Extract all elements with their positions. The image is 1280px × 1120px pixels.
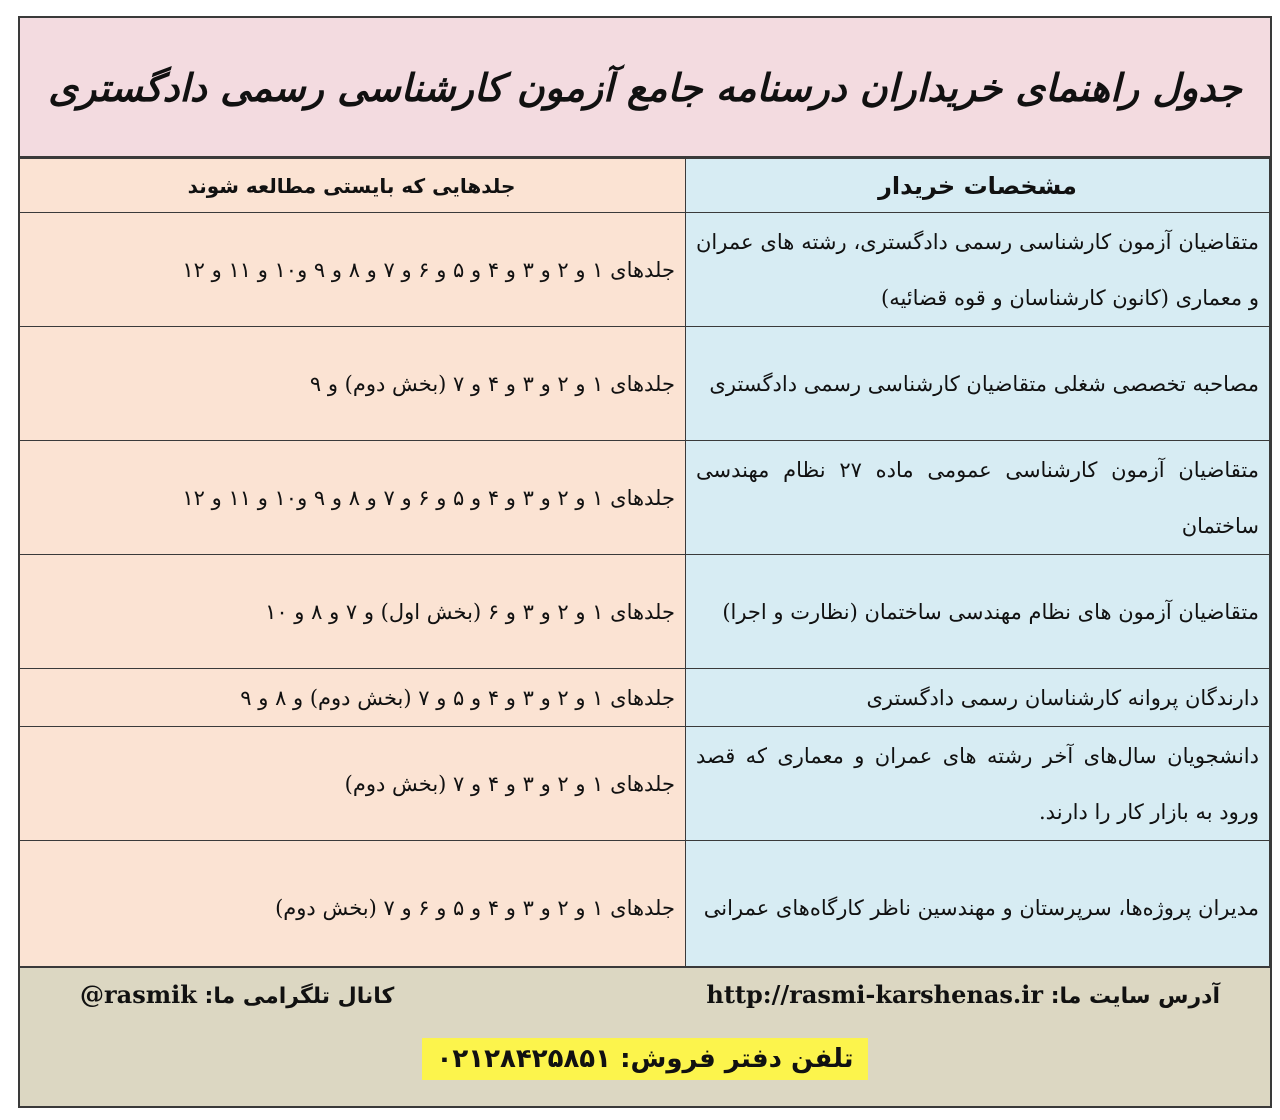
telegram-handle[interactable]: @rasmik [80,980,197,1009]
table-header-row [18,159,1270,213]
buyer-cell: متقاضیان آزمون کارشناسی رسمی دادگستری، رشته های عمران و معماری (کانون کارشناسان و قوه قضائیه) [686,213,1270,327]
buyer-cell: متقاضیان آزمون های نظام مهندسی ساختمان (نظارت و اجرا) [686,555,1270,669]
telegram-label: کانال تلگرامی ما: [204,984,395,1009]
phone-number[interactable]: ۰۲۱۲۸۴۲۵۸۵۱ [436,1044,612,1074]
title-band [20,18,1270,158]
volumes-cell: جلدهای ۱ و ۲ و ۳ و ۴ و ۵ و ۷ (بخش دوم) و ۸ و ۹ [18,669,686,727]
telegram-channel [80,980,394,1009]
contact-footer [20,966,1270,1106]
volumes-cell: جلدهای ۱ و ۲ و ۳ و ۴ و ۵ و ۶ و ۷ و ۸ و ۹ و۱۰ و ۱۱ و ۱۲ [18,441,686,555]
header-volumes: جلدهایی که بایستی مطالعه شوند [18,159,686,213]
table-row [18,327,1270,441]
table-row [18,213,1270,327]
volumes-cell: جلدهای ۱ و ۲ و ۳ و ۴ و ۵ و ۶ و ۷ و ۸ و ۹ و۱۰ و ۱۱ و ۱۲ [18,213,686,327]
table-row [18,841,1270,975]
volumes-cell: جلدهای ۱ و ۲ و ۳ و ۴ و ۵ و ۶ و ۷ (بخش دوم) [18,841,686,975]
volumes-cell: جلدهای ۱ و ۲ و ۳ و ۶ (بخش اول) و ۷ و ۸ و ۱۰ [18,555,686,669]
sales-phone [422,1038,867,1080]
buyer-cell: دارندگان پروانه کارشناسان رسمی دادگستری [686,669,1270,727]
buyer-cell: مدیران پروژه‌ها، سرپرستان و مهندسین ناظر کارگاه‌های عمرانی [686,841,1270,975]
buyers-guide-table [18,158,1270,975]
buyer-cell: مصاحبه تخصصی شغلی متقاضیان کارشناسی رسمی دادگستری [686,327,1270,441]
phone-label: تلفن دفتر فروش: [620,1044,854,1074]
website-label: آدرس سایت ما: [1050,984,1220,1009]
volumes-cell: جلدهای ۱ و ۲ و ۳ و ۴ و ۷ (بخش دوم) و ۹ [18,327,686,441]
buyer-cell: متقاضیان آزمون کارشناسی عمومی ماده ۲۷ نظام مهندسی ساختمان [686,441,1270,555]
table-row [18,555,1270,669]
header-buyer: مشخصات خریدار [686,159,1270,213]
page-title: جدول راهنمای خریداران درسنامه جامع آزمون کارشناسی رسمی دادگستری [48,64,1242,110]
table-row [18,441,1270,555]
website-address [706,980,1220,1009]
table-row [18,727,1270,841]
table-row [18,669,1270,727]
website-link[interactable]: http://rasmi-karshenas.ir [706,980,1044,1009]
buyer-cell: دانشجویان سال‌های آخر رشته های عمران و معماری که قصد ورود به بازار کار را دارند. [686,727,1270,841]
phone-wrap [20,1038,1270,1080]
volumes-cell: جلدهای ۱ و ۲ و ۳ و ۴ و ۷ (بخش دوم) [18,727,686,841]
guide-sheet [18,16,1272,1108]
